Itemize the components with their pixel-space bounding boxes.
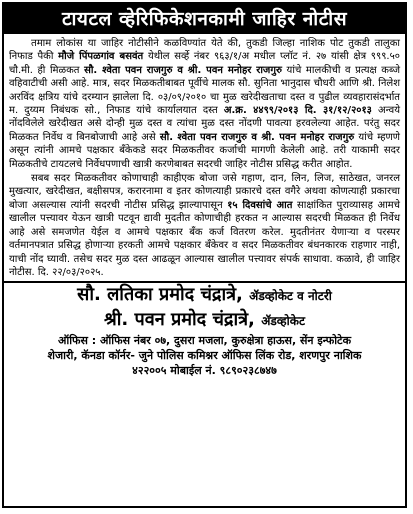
owner-names: सौ. श्वेता पवन राजगुरु व श्री. पवन मनोहर राजगुरु — [159, 131, 355, 143]
deed-number: अ.क्र. ४४९९/२०१३ दि. ३१/१२/२०१३ — [223, 105, 372, 117]
text-segment: तमाम लोकांस या जाहिर नोटीसीने कळविण्यांत येते की, तुकडी जिल्हा नाशिक पोट तुकडी तालुका निफाड पैकी — [9, 38, 400, 63]
signatory-2-name: श्री. पवन प्रमोद चंद्रात्रे, — [103, 309, 255, 331]
village-name: मौजे पिंपळगांव बसवंत — [58, 51, 144, 63]
office-address-line-3: ४२२००५ मोबाईल नं. ९८९०२३८७४७ — [132, 364, 277, 378]
text-segment: ही मिळकत — [32, 64, 85, 76]
paragraph-1 — [9, 37, 400, 171]
signatory-1-role: ॲडव्होकेट व नोटरी — [249, 289, 332, 304]
notice-body — [4, 34, 405, 279]
text-segment: साक्षांकित पुराव्यासह आमचे खालील पत्त्यावर येऊन खात्री पटवून द्यावी मुदतीत कोणाचीही हरकत न आल्यास सदरची मिळकत ही निर्वेध आहे असे समजणेत येईल व आमचे पक्षकार बँक कर्ज वितरण करेल. मुदतीनंतर येणाऱ्या व परस्पर वर्तमानपत्रात प्रसिद्ध होणाऱ्या हरकती आमचे पक्षकार बँकेवर व सदर मिळकतीवर बंधनकारक राहणार नाही, याची नोंद घ्यावी. तसेच सदर मुळ दस्त आढळून आल्यास खालील पत्त्यावर संपर्क साधावा. कळावे, ही जाहिर नोटीस. दि. २२/०३/२०२५. — [9, 199, 400, 278]
notice-frame — [2, 2, 407, 508]
signatory-2-role: ॲडव्होकेट — [261, 314, 305, 329]
owner-names: सौ. श्वेता पवन राजगुरु व श्री. पवन मनोहर राजगुरु — [84, 64, 282, 76]
objection-period: १५ दिवसांचे आत — [227, 199, 293, 211]
text-segment: यांचे म्हणणे असून त्यांनी आमचे पक्षकार बँकेकडे सदर मिळकतीवर कर्जाची मागणी केलेली आहे. तरी याकामी सदर मिळकतीचे टायटलचे निर्वेधपणाची खात्री करणेबाबत सदरची जाहिर नोटीस प्रसिद्ध करीत आहोत. — [9, 131, 401, 170]
notice-title: टायटल व्हेरिफिकेशनकामी जाहिर नोटीस — [4, 4, 405, 34]
text-segment: अन्वये नोंदविलेले खरेदीखत असे दोन्ही मुळ दस्त व त्यांचा मुळ दस्त नोंदणी पावत्या हरवलेल्या आहेत. परंतु सदर मिळकत निर्वेध व बिनबोजाची आहे असे — [9, 105, 401, 143]
office-address-line-2: शेजारी, कॅनडा कॉर्नर- जुने पोलिस कमिश्नर ऑफिस लिंक रोड, शरणपुर नाशिक — [47, 349, 362, 363]
survey-number: ९६३/१/अ मधील प्लॉट नं. २७ यांसी क्षेत्र ९९९.५० चौ.मी. — [9, 51, 400, 76]
signatory-2 — [4, 308, 405, 333]
text-segment: यांचे मालकीची व प्रत्यक्ष कब्जे वहिवाटीची असी आहे. मात्र, सदर मिळकतीबाबत पूर्वीचे मालक सौ. सुनिता भानुदास चौधरी आणि श्री. निलेश अरविंद क्षत्रिय यांचे दरम्यान झालेला दि. ०३/०९/२०१० चा मुळ खरेदीखताचा दस्त व पुढील व्यवहारासंदर्भात म. दुय्यम निबंधक सो., निफाड यांचे कार्यालयात दस्त — [9, 64, 400, 117]
text-segment: येथील सर्व्हे नंबर — [143, 51, 214, 63]
office-address-line-1: ऑफिस : ऑफिस नंबर ०७, दुसरा मजला, कुरुक्षेत्रा हाऊस, सेंन इन्फोटेक — [57, 334, 352, 348]
signatory-1-name: सौ. लतिका प्रमोद चंद्रात्रे, — [77, 284, 243, 306]
text-segment: सबब सदर मिळकतीवर कोणाचाही काहीएक बोजा जसे गहाण, दान, लिन, लिज, साठेखत, जनरल मुखत्यार, खरेदीखत, बक्षीसपत्र, करारनामा व इतर कोणत्याही प्रकारचे दस्त वगैरे अथवा कोणत्याही प्रकारचा बोजा असल्यास त्यांनी सदरची नोटीस प्रसिद्ध झाल्यापासून — [9, 173, 400, 211]
paragraph-2 — [9, 172, 400, 279]
signatory-1 — [4, 283, 405, 308]
